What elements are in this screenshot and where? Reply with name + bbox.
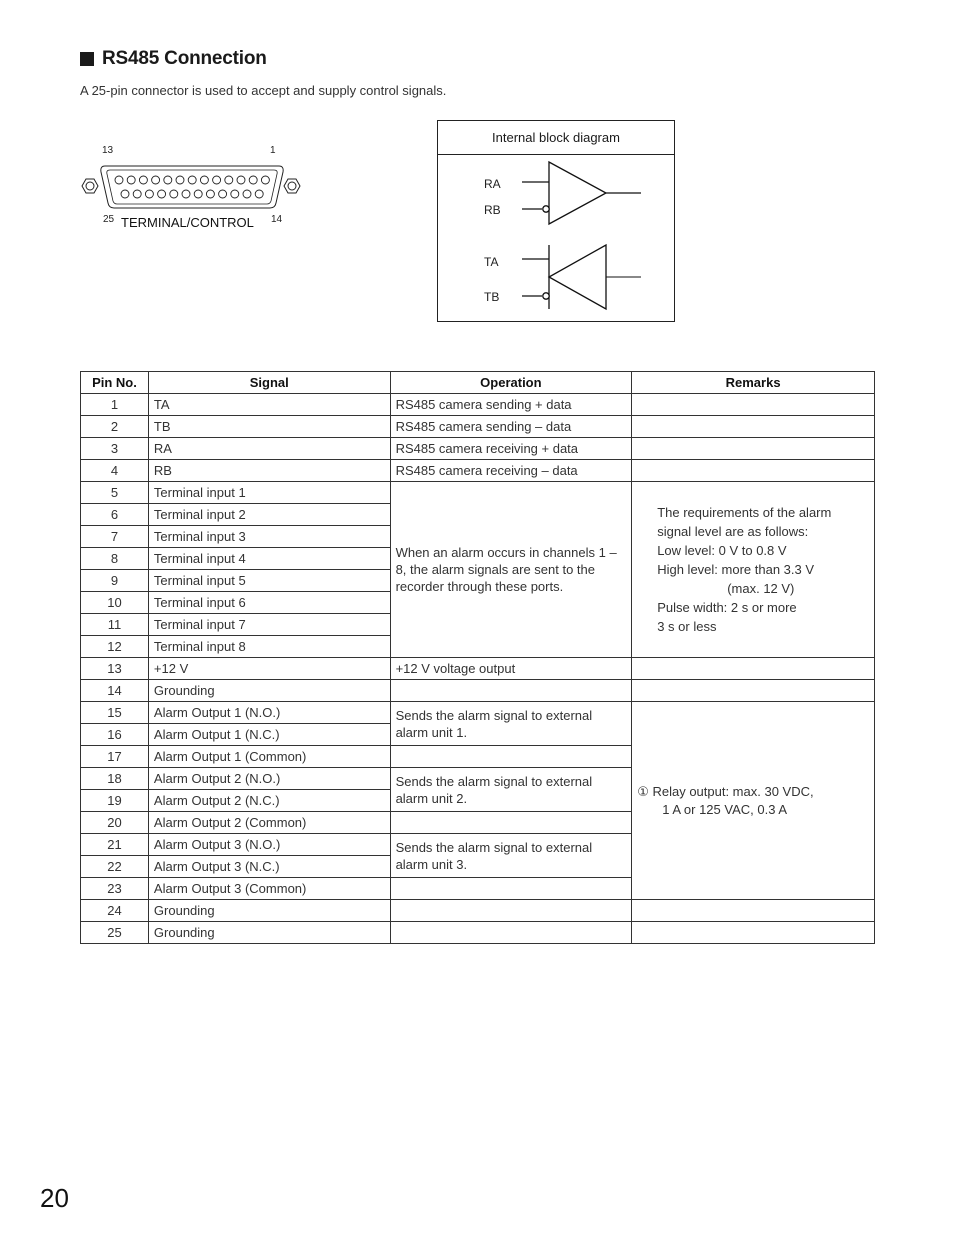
remarks-cell xyxy=(632,416,875,438)
signal-cell: Terminal input 4 xyxy=(148,548,390,570)
pin-cell: 18 xyxy=(81,768,149,790)
label-tb: TB xyxy=(484,290,500,304)
label-rb: RB xyxy=(484,203,501,217)
label-ta: TA xyxy=(484,255,499,269)
remarks-cell xyxy=(632,680,875,702)
block-diagram-title: Internal block diagram xyxy=(438,121,674,155)
driver-receiver-schematic xyxy=(438,154,674,320)
pin-assignment-table xyxy=(80,371,875,944)
pin-hole xyxy=(121,190,129,198)
pin-hole xyxy=(237,176,245,184)
pin-hole xyxy=(231,190,239,198)
signal-cell: RA xyxy=(148,438,390,460)
pin-cell: 2 xyxy=(81,416,149,438)
remark-line: The requirements of the alarm xyxy=(657,505,832,520)
pin-cell: 21 xyxy=(81,834,149,856)
pin-cell: 23 xyxy=(81,878,149,900)
pin-hole xyxy=(213,176,221,184)
section-heading xyxy=(80,48,267,70)
table-row xyxy=(81,658,875,680)
remark-line: Pulse width: 2 s or more xyxy=(657,600,797,615)
signal-cell: Terminal input 1 xyxy=(148,482,390,504)
pin-cell: 22 xyxy=(81,856,149,878)
pin-hole xyxy=(145,190,153,198)
pin-hole xyxy=(255,190,263,198)
internal-block-diagram xyxy=(437,120,675,322)
remark-line: (max. 12 V) xyxy=(727,581,795,596)
pin-cell: 4 xyxy=(81,460,149,482)
pin-hole xyxy=(206,190,214,198)
driver-triangle-icon xyxy=(522,245,641,309)
table-row xyxy=(81,394,875,416)
pin-cell: 1 xyxy=(81,394,149,416)
table-row xyxy=(81,702,875,724)
operation-cell: RS485 camera sending – data xyxy=(390,416,632,438)
signal-cell: Alarm Output 3 (N.O.) xyxy=(148,834,390,856)
pin-cell: 10 xyxy=(81,592,149,614)
signal-cell: Terminal input 6 xyxy=(148,592,390,614)
intro-text: A 25-pin connector is used to accept and supply control signals. xyxy=(80,83,447,98)
connector-label: TERMINAL/CONTROL xyxy=(121,215,254,230)
remark-line: signal level are as follows: xyxy=(657,524,809,539)
remarks-cell xyxy=(632,658,875,680)
pin-label-14: 14 xyxy=(271,214,283,225)
operation-cell xyxy=(390,922,632,944)
signal-cell: Terminal input 5 xyxy=(148,570,390,592)
pin-hole xyxy=(200,176,208,184)
operation-cell xyxy=(390,746,632,768)
operation-cell: RS485 camera receiving – data xyxy=(390,460,632,482)
operation-cell xyxy=(390,812,632,834)
receiver-triangle-icon xyxy=(522,162,641,224)
signal-cell: Alarm Output 1 (Common) xyxy=(148,746,390,768)
pin-label-1: 1 xyxy=(270,145,276,156)
pin-cell: 11 xyxy=(81,614,149,636)
pin-hole xyxy=(182,190,190,198)
alarm3-operation-cell: Sends the alarm signal to external alarm unit 3. xyxy=(390,834,632,878)
pin-cell: 20 xyxy=(81,812,149,834)
pin-hole xyxy=(249,176,257,184)
pin-cell: 19 xyxy=(81,790,149,812)
pin-hole xyxy=(133,190,141,198)
table-row xyxy=(81,922,875,944)
pin-hole xyxy=(115,176,123,184)
remark-line: Low level: 0 V to 0.8 V xyxy=(657,543,787,558)
remarks-cell xyxy=(632,460,875,482)
pin-cell: 5 xyxy=(81,482,149,504)
signal-cell: Terminal input 8 xyxy=(148,636,390,658)
signal-cell: Grounding xyxy=(148,900,390,922)
pin-cell: 9 xyxy=(81,570,149,592)
terminal-remarks-cell xyxy=(632,482,875,658)
table-row xyxy=(81,460,875,482)
pin-label-25: 25 xyxy=(103,214,115,225)
remarks-cell xyxy=(632,394,875,416)
signal-cell: Alarm Output 3 (Common) xyxy=(148,878,390,900)
pin-hole xyxy=(152,176,160,184)
table-row xyxy=(81,680,875,702)
signal-cell: +12 V xyxy=(148,658,390,680)
signal-cell: Terminal input 2 xyxy=(148,504,390,526)
table-row xyxy=(81,900,875,922)
remark-line: High level: more than 3.3 V xyxy=(657,562,815,577)
signal-cell: TA xyxy=(148,394,390,416)
square-bullet-icon xyxy=(80,52,94,66)
pin-label-13: 13 xyxy=(102,145,114,156)
table-row xyxy=(81,416,875,438)
pin-cell: 7 xyxy=(81,526,149,548)
pin-cell: 6 xyxy=(81,504,149,526)
pin-cell: 12 xyxy=(81,636,149,658)
pin-cell: 25 xyxy=(81,922,149,944)
remarks-cell xyxy=(632,900,875,922)
signal-cell: Grounding xyxy=(148,922,390,944)
pin-hole xyxy=(170,190,178,198)
operation-cell: +12 V voltage output xyxy=(390,658,632,680)
pin-cell: 16 xyxy=(81,724,149,746)
operation-cell: RS485 camera sending + data xyxy=(390,394,632,416)
signal-cell: Alarm Output 2 (N.C.) xyxy=(148,790,390,812)
header-remarks: Remarks xyxy=(632,372,875,394)
header-signal: Signal xyxy=(148,372,390,394)
pin-cell: 8 xyxy=(81,548,149,570)
operation-cell xyxy=(390,680,632,702)
signal-cell: Terminal input 3 xyxy=(148,526,390,548)
terminal-operation-cell: When an alarm occurs in channels 1 – 8, the alarm signals are sent to the recorder through these ports. xyxy=(390,482,632,658)
pin-hole xyxy=(243,190,251,198)
relay-remarks-cell xyxy=(632,702,875,900)
signal-cell: Alarm Output 2 (N.O.) xyxy=(148,768,390,790)
remarks-cell xyxy=(632,438,875,460)
relay-remark-line: ① Relay output: max. 30 VDC, xyxy=(637,783,814,799)
table-row xyxy=(81,482,875,504)
table-header-row xyxy=(81,372,875,394)
pin-cell: 14 xyxy=(81,680,149,702)
connector-diagram xyxy=(78,142,308,237)
operation-cell xyxy=(390,878,632,900)
pin-hole xyxy=(176,176,184,184)
pin-cell: 15 xyxy=(81,702,149,724)
pin-hole xyxy=(164,176,172,184)
alarm2-operation-cell: Sends the alarm signal to external alarm unit 2. xyxy=(390,768,632,812)
operation-cell: RS485 camera receiving + data xyxy=(390,438,632,460)
pin-hole xyxy=(139,176,147,184)
signal-cell: Alarm Output 1 (N.O.) xyxy=(148,702,390,724)
pin-hole xyxy=(194,190,202,198)
operation-cell xyxy=(390,900,632,922)
signal-cell: Alarm Output 2 (Common) xyxy=(148,812,390,834)
signal-cell: Terminal input 7 xyxy=(148,614,390,636)
pin-hole xyxy=(158,190,166,198)
pin-cell: 17 xyxy=(81,746,149,768)
relay-remark-line: 1 A or 125 VAC, 0.3 A xyxy=(662,801,787,817)
signal-cell: Alarm Output 1 (N.C.) xyxy=(148,724,390,746)
pin-cell: 24 xyxy=(81,900,149,922)
pin-hole xyxy=(188,176,196,184)
table-row xyxy=(81,438,875,460)
signal-cell: RB xyxy=(148,460,390,482)
alarm1-operation-cell: Sends the alarm signal to external alarm unit 1. xyxy=(390,702,632,746)
page-number: 20 xyxy=(40,1183,69,1213)
remark-line: 3 s or less xyxy=(657,619,717,634)
pin-hole xyxy=(261,176,269,184)
remarks-cell xyxy=(632,922,875,944)
section-title: RS485 Connection xyxy=(102,48,267,69)
label-ra: RA xyxy=(484,177,501,191)
pin-hole xyxy=(225,176,233,184)
pin-hole xyxy=(127,176,135,184)
signal-cell: Grounding xyxy=(148,680,390,702)
pin-cell: 3 xyxy=(81,438,149,460)
pin-cell: 13 xyxy=(81,658,149,680)
pin-hole xyxy=(219,190,227,198)
signal-cell: Alarm Output 3 (N.C.) xyxy=(148,856,390,878)
header-operation: Operation xyxy=(390,372,632,394)
header-pin-no: Pin No. xyxy=(81,372,149,394)
signal-cell: TB xyxy=(148,416,390,438)
